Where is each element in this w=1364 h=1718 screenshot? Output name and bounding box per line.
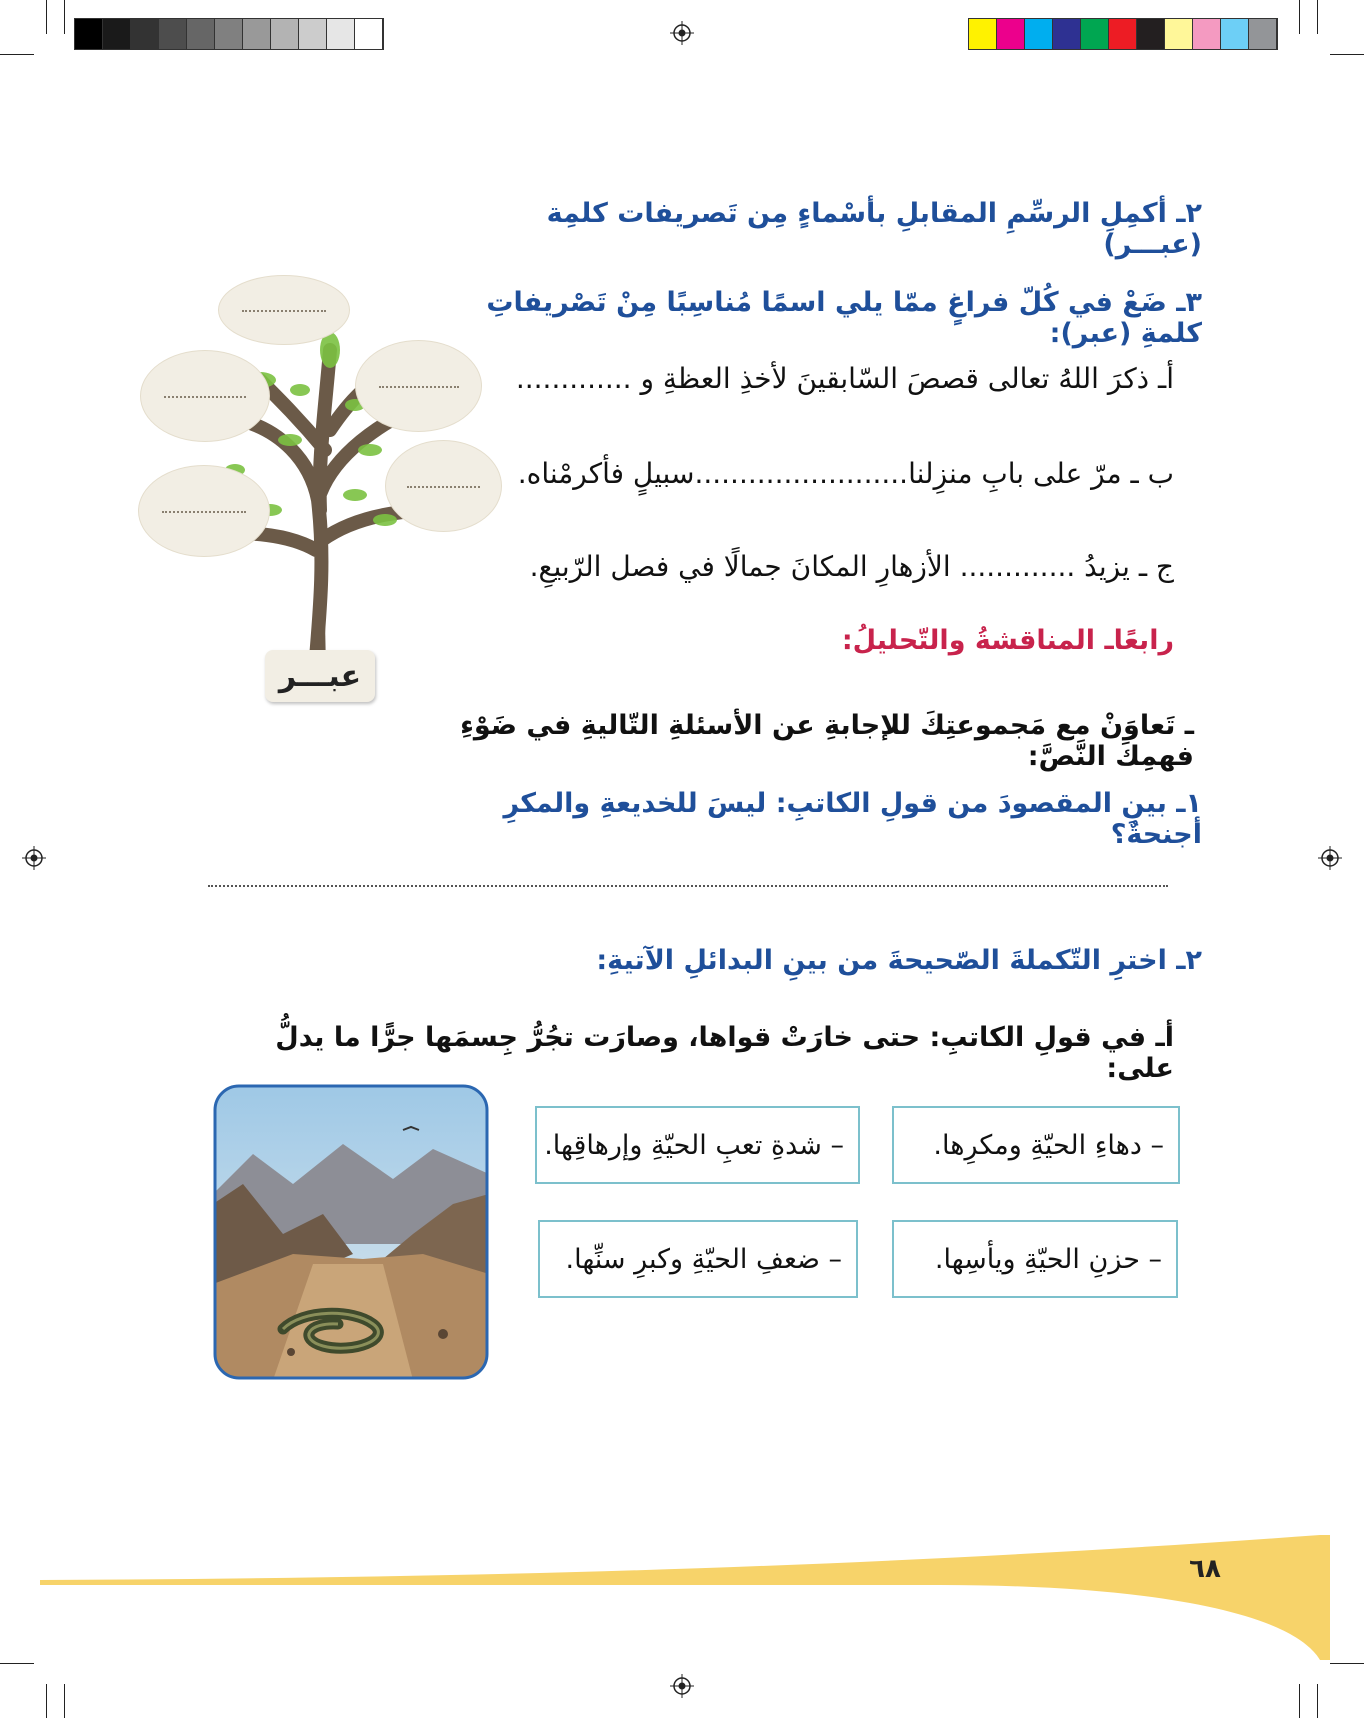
color-calibration-strip bbox=[968, 18, 1278, 50]
calibration-swatch bbox=[1193, 19, 1221, 49]
calibration-swatch bbox=[103, 19, 131, 49]
crop-mark bbox=[1317, 0, 1318, 34]
calibration-swatch bbox=[1249, 19, 1277, 49]
calibration-swatch bbox=[159, 19, 187, 49]
discussion-question-2: ٢ـ اخترِ التّكملةَ الصّحيحةَ من بينِ البدائلِ الآتيةِ: bbox=[596, 945, 1202, 976]
calibration-swatch bbox=[969, 19, 997, 49]
calibration-swatch bbox=[75, 19, 103, 49]
calibration-swatch bbox=[271, 19, 299, 49]
crop-mark bbox=[1299, 1684, 1300, 1718]
crop-mark bbox=[1330, 54, 1364, 55]
choice-option[interactable]: – شدةِ تعبِ الحيّةِ وإرهاقِها. bbox=[535, 1106, 860, 1184]
tree-blank-oval[interactable] bbox=[355, 340, 482, 432]
tree-blank-oval[interactable] bbox=[138, 465, 270, 557]
crop-mark bbox=[46, 0, 47, 34]
calibration-swatch bbox=[1137, 19, 1165, 49]
crop-mark bbox=[46, 1684, 47, 1718]
section-4-intro: ـ تَعاوَنْ مع مَجموعتِكَ للإجابةِ عن الأسئلةِ التّاليةِ في ضَوْءِ فهمِكَ النَّصَّ: bbox=[460, 710, 1194, 772]
calibration-swatch bbox=[243, 19, 271, 49]
calibration-swatch bbox=[1053, 19, 1081, 49]
crop-mark bbox=[1330, 1663, 1364, 1664]
footer-band bbox=[40, 1530, 1330, 1660]
calibration-swatch bbox=[355, 19, 383, 49]
calibration-swatch bbox=[131, 19, 159, 49]
registration-mark-icon bbox=[1318, 846, 1342, 870]
crop-mark bbox=[1317, 1684, 1318, 1718]
crop-mark bbox=[0, 54, 34, 55]
registration-mark-icon bbox=[22, 846, 46, 870]
answer-dotted-line[interactable] bbox=[208, 885, 1168, 887]
snake-desert-image bbox=[213, 1084, 489, 1380]
calibration-swatch bbox=[299, 19, 327, 49]
calibration-swatch bbox=[187, 19, 215, 49]
gray-calibration-strip bbox=[74, 18, 384, 50]
calibration-swatch bbox=[1165, 19, 1193, 49]
discussion-question-1: ١ـ بينِ المقصودَ من قولِ الكاتبِ: ليسَ للخديعةِ والمكرِ أجنحةٌ؟ bbox=[503, 788, 1202, 850]
section-4-title: رابعًاـ المناقشةُ والتّحليلُ: bbox=[841, 625, 1174, 656]
question-2-heading: ٢ـ أكمِلِ الرسِّمِ المقابلِ بأسْماءٍ مِن تَصريفات كلمِة (عبـــر) bbox=[546, 198, 1202, 260]
calibration-swatch bbox=[1081, 19, 1109, 49]
tree-root-word: عبـــر bbox=[265, 650, 375, 702]
crop-mark bbox=[1299, 0, 1300, 34]
registration-mark-icon bbox=[670, 21, 694, 45]
crop-mark bbox=[64, 1684, 65, 1718]
question-3-item-b[interactable]: ب ـ مرّ على بابِ منزِلنا........................سبيلٍ فأكرمْناه. bbox=[517, 457, 1174, 490]
crop-mark bbox=[0, 1663, 34, 1664]
calibration-swatch bbox=[1109, 19, 1137, 49]
choice-option[interactable]: – ضعفِ الحيّةِ وكبرِ سنِّها. bbox=[538, 1220, 858, 1298]
question-3-item-a[interactable]: أـ ذكرَ اللهُ تعالى قصصَ السّابقينَ لأخذِ العظةِ و ............. bbox=[515, 362, 1174, 395]
tree-blank-oval[interactable] bbox=[140, 350, 270, 442]
calibration-swatch bbox=[997, 19, 1025, 49]
page-number: ٦٨ bbox=[1189, 1554, 1221, 1584]
calibration-swatch bbox=[327, 19, 355, 49]
question-3-heading: ٣ـ ضَعْ في كُلّ فراغٍ ممّا يلي اسمًا مُناسِبًا مِنْ تَصْريفاتِ كلمةِ (عبر): bbox=[486, 287, 1202, 349]
question-3-item-c[interactable]: ج ـ يزيدُ ............. الأزهارِ المكانَ جمالًا في فصل الرّبيعِ. bbox=[529, 550, 1174, 583]
tree-blank-oval[interactable] bbox=[218, 275, 350, 345]
discussion-question-2-item-a: أـ في قولِ الكاتبِ: حتى خارَتْ قواها، وصارَت تجُرُّ جِسمَها جرًّا ما يدلُّ على: bbox=[275, 1022, 1174, 1084]
crop-mark bbox=[64, 0, 65, 34]
registration-mark-icon bbox=[670, 1674, 694, 1698]
choice-option[interactable]: – حزنِ الحيّةِ ويأسِها. bbox=[892, 1220, 1178, 1298]
calibration-swatch bbox=[1025, 19, 1053, 49]
calibration-swatch bbox=[1221, 19, 1249, 49]
choice-option[interactable]: – دهاءِ الحيّةِ ومكرِها. bbox=[892, 1106, 1180, 1184]
calibration-swatch bbox=[215, 19, 243, 49]
